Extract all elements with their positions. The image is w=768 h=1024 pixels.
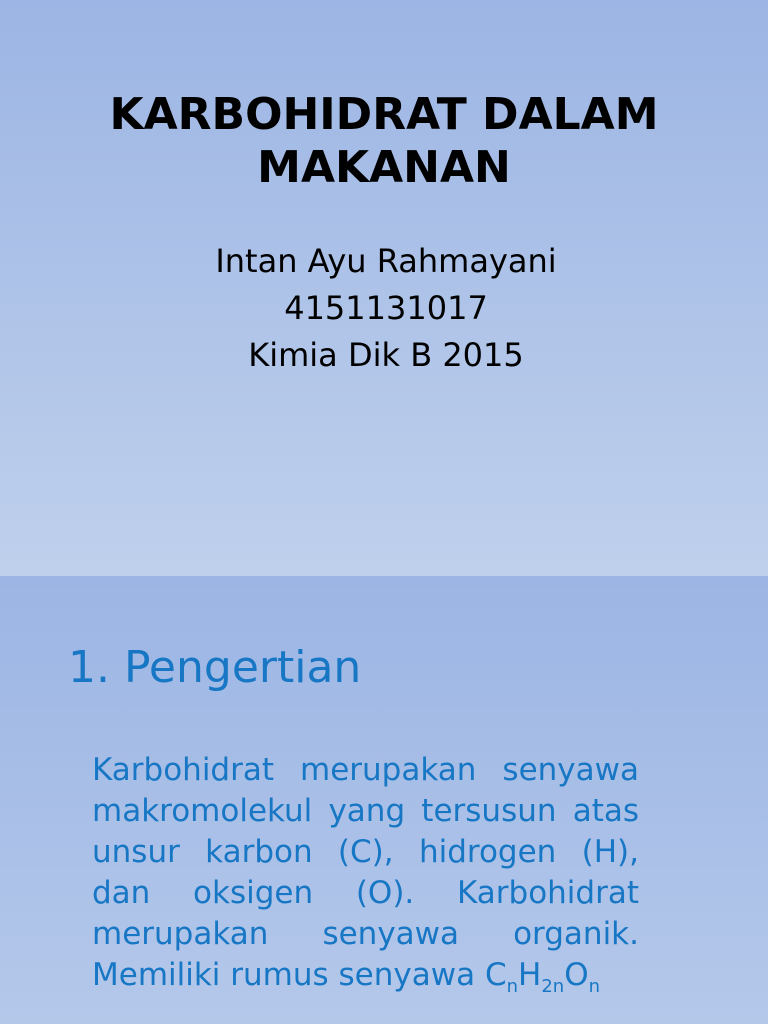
- formula-c: C: [484, 957, 507, 993]
- slide-title-line-2: MAKANAN: [257, 142, 511, 193]
- formula-o: O: [564, 957, 589, 993]
- class-name: Kimia Dik B 2015: [248, 336, 524, 374]
- section-heading: 1. Pengertian: [68, 642, 362, 693]
- formula-h-subscript: 2n: [541, 976, 565, 998]
- slide-subtitle: [40, 238, 732, 379]
- content-slide: [0, 576, 768, 1024]
- author-name: Intan Ayu Rahmayani: [215, 242, 557, 280]
- formula-o-subscript: n: [588, 976, 601, 998]
- definition-text: Karbohidrat merupakan senyawa makromolekul yang tersusun atas unsur karbon (C), hidrogen (H), dan oksigen (O). Karbohidrat merupakan senyawa organik. Memiliki rumus senyawa: [92, 752, 639, 993]
- student-id: 4151131017: [284, 289, 488, 327]
- slide-title: [40, 88, 728, 194]
- definition-paragraph: [92, 750, 639, 996]
- formula-h: H: [518, 957, 542, 993]
- chemical-formula: [484, 957, 601, 998]
- slide-title-line-1: KARBOHIDRAT DALAM: [109, 89, 659, 140]
- formula-c-subscript: n: [506, 976, 519, 998]
